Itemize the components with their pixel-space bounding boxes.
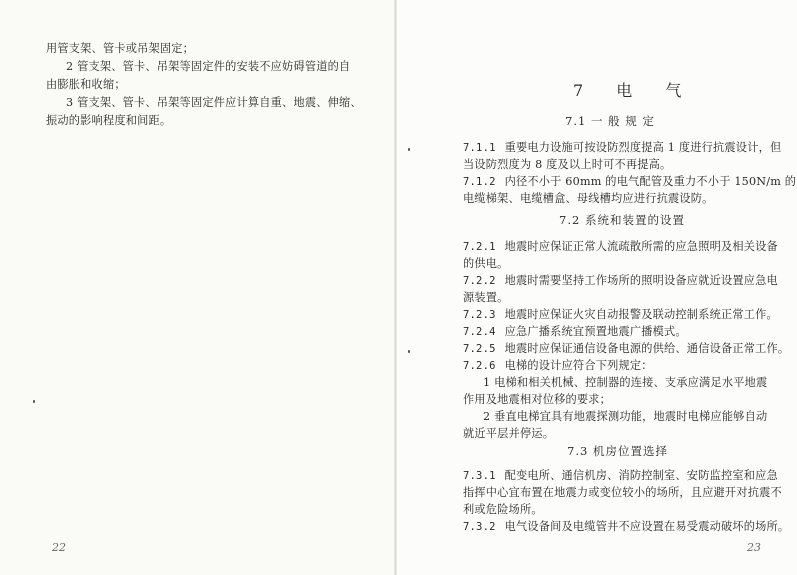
left-line-4: 3 管支架、管卡、吊架等固定件应计算自重、地震、伸缩、 (66, 96, 362, 109)
clause-line: 指挥中心宜布置在地震力或变位较小的场所，且应避开对抗震不 (463, 486, 782, 499)
section-title-7-2: 7.2 系统和装置的设置 (559, 213, 685, 227)
left-page (0, 0, 394, 575)
chapter-title: 7 电 气 (573, 81, 696, 100)
clause-line: 7.2.4 应急广播系统宜预置地震广播模式。 (463, 325, 687, 338)
scan-speck (408, 350, 410, 353)
left-line-1: 用管支架、管卡或吊架固定； (46, 42, 195, 55)
left-line-3: 由膨胀和收缩； (46, 78, 126, 91)
clause-line: 2 垂直电梯宜具有地震探测功能，地震时电梯应能够自动 (483, 410, 768, 423)
page-number-right: 23 (747, 541, 761, 554)
clause-line: 源装置。 (463, 291, 509, 304)
clause-line: 7.2.1 地震时应保证正常人流疏散所需的应急照明及相关设备 (463, 240, 778, 253)
left-line-2: 2 管支架、管卡、吊架等固定件的安装不应妨碍管道的自 (66, 60, 351, 73)
clause-line: 7.1.1 重要电力设施可按设防烈度提高 1 度进行抗震设计，但 (463, 141, 782, 154)
clause-line: 7.1.2 内径不小于 60mm 的电气配管及重力不小于 150N/m 的 (463, 175, 797, 188)
section-title-7-3: 7.3 机房位置选择 (567, 444, 668, 458)
clause-line: 7.2.3 地震时应保证火灾自动报警及联动控制系统正常工作。 (463, 308, 778, 321)
left-line-5: 振动的影响程度和间距。 (46, 114, 172, 127)
right-page (397, 0, 797, 575)
section-title-7-1: 7.1 一 般 规 定 (565, 114, 655, 128)
clause-line: 的供电。 (463, 257, 509, 270)
clause-line: 7.2.6 电梯的设计应符合下列规定： (463, 359, 653, 372)
clause-line: 利或危险场所。 (463, 503, 543, 516)
scan-speck (33, 400, 35, 403)
scan-speck (408, 148, 410, 151)
page-number-left: 22 (52, 541, 66, 554)
clause-line: 作用及地震相对位移的要求； (463, 393, 612, 406)
clause-line: 就近平层并停运。 (463, 427, 555, 440)
clause-line: 电缆梯架、电缆槽盒、母线槽均应进行抗震设防。 (463, 192, 714, 205)
clause-line: 当设防烈度为 8 度及以上时可不再提高。 (463, 158, 672, 171)
clause-line: 7.2.5 地震时应保证通信设备电源的供给、通信设备正常工作。 (463, 342, 790, 355)
clause-line: 1 电梯和相关机械、控制器的连接、支承应满足水平地震 (483, 376, 768, 389)
clause-line: 7.2.2 地震时需要坚持工作场所的照明设备应就近设置应急电 (463, 274, 778, 287)
clause-line: 7.3.2 电气设备间及电缆管井不应设置在易受震动破坏的场所。 (463, 520, 790, 533)
clause-line: 7.3.1 配变电所、通信机房、消防控制室、安防监控室和应急 (463, 469, 778, 482)
